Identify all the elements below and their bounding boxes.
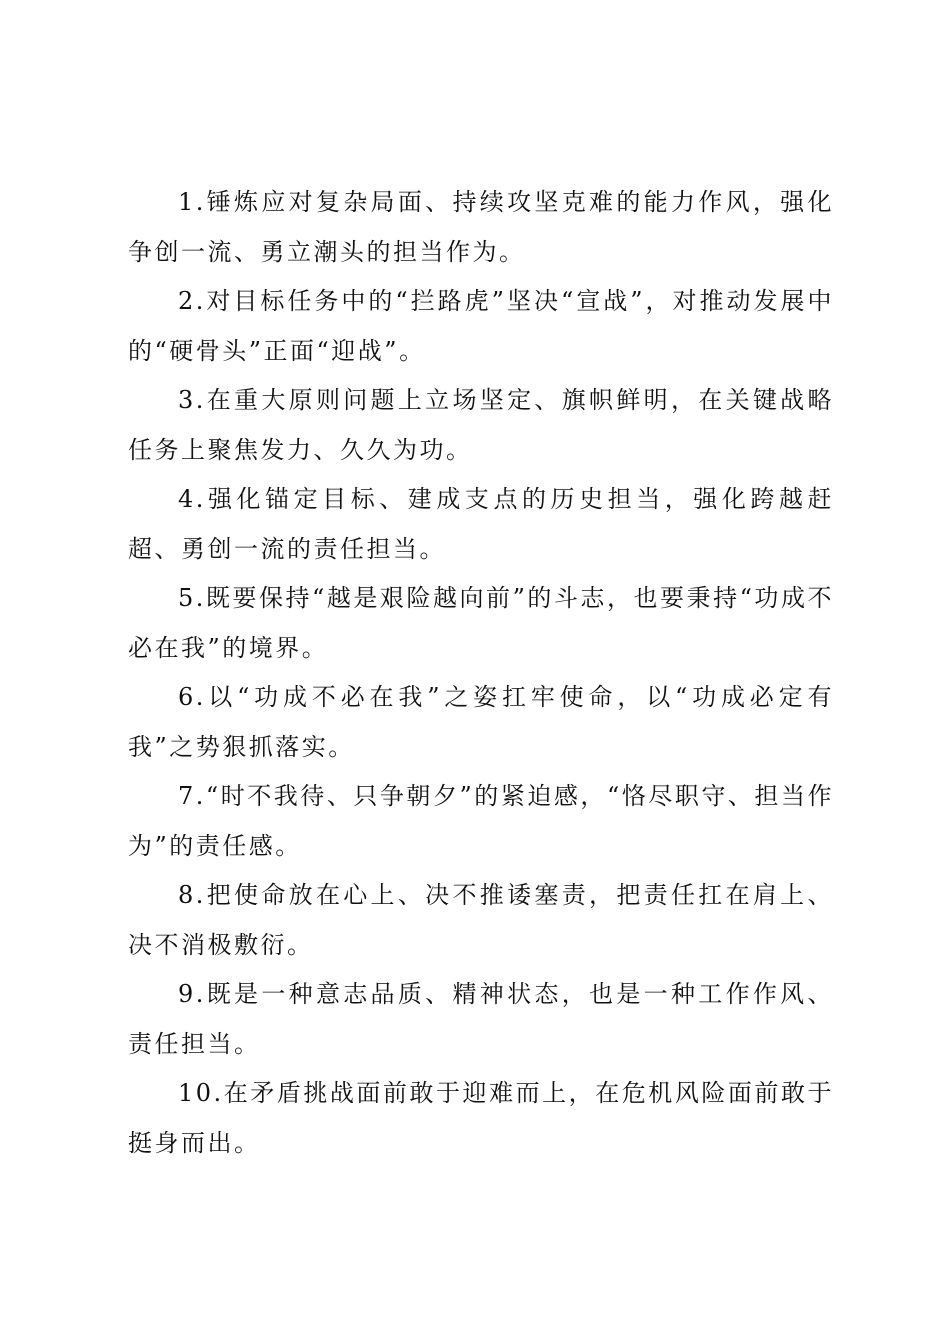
list-item-6: 6.以“功成不必在我”之姿扛牢使命，以“功成必定有我”之势狠抓落实。 bbox=[128, 683, 834, 761]
list-item-7: 7.“时不我待、只争朝夕”的紧迫感，“恪尽职守、担当作为”的责任感。 bbox=[128, 782, 834, 860]
list-item-5: 5.既要保持“越是艰险越向前”的斗志，也要秉持“功成不必在我”的境界。 bbox=[128, 584, 834, 662]
list-item-3: 3.在重大原则问题上立场坚定、旗帜鲜明，在关键战略任务上聚焦发力、久久为功。 bbox=[128, 386, 834, 464]
list-item-2: 2.对目标任务中的“拦路虎”坚决“宣战”，对推动发展中的“硬骨头”正面“迎战”。 bbox=[128, 287, 834, 365]
list-item-1: 1.锤炼应对复杂局面、持续攻坚克难的能力作风，强化争创一流、勇立潮头的担当作为。 bbox=[128, 188, 834, 266]
list-item-10: 10.在矛盾挑战面前敢于迎难而上，在危机风险面前敢于挺身而出。 bbox=[128, 1079, 834, 1157]
list-item-9: 9.既是一种意志品质、精神状态，也是一种工作作风、责任担当。 bbox=[128, 980, 834, 1058]
numbered-list bbox=[128, 178, 834, 1168]
list-item-4: 4.强化锚定目标、建成支点的历史担当，强化跨越赶超、勇创一流的责任担当。 bbox=[128, 485, 834, 563]
list-item-8: 8.把使命放在心上、决不推诿塞责，把责任扛在肩上、决不消极敷衍。 bbox=[128, 881, 834, 959]
